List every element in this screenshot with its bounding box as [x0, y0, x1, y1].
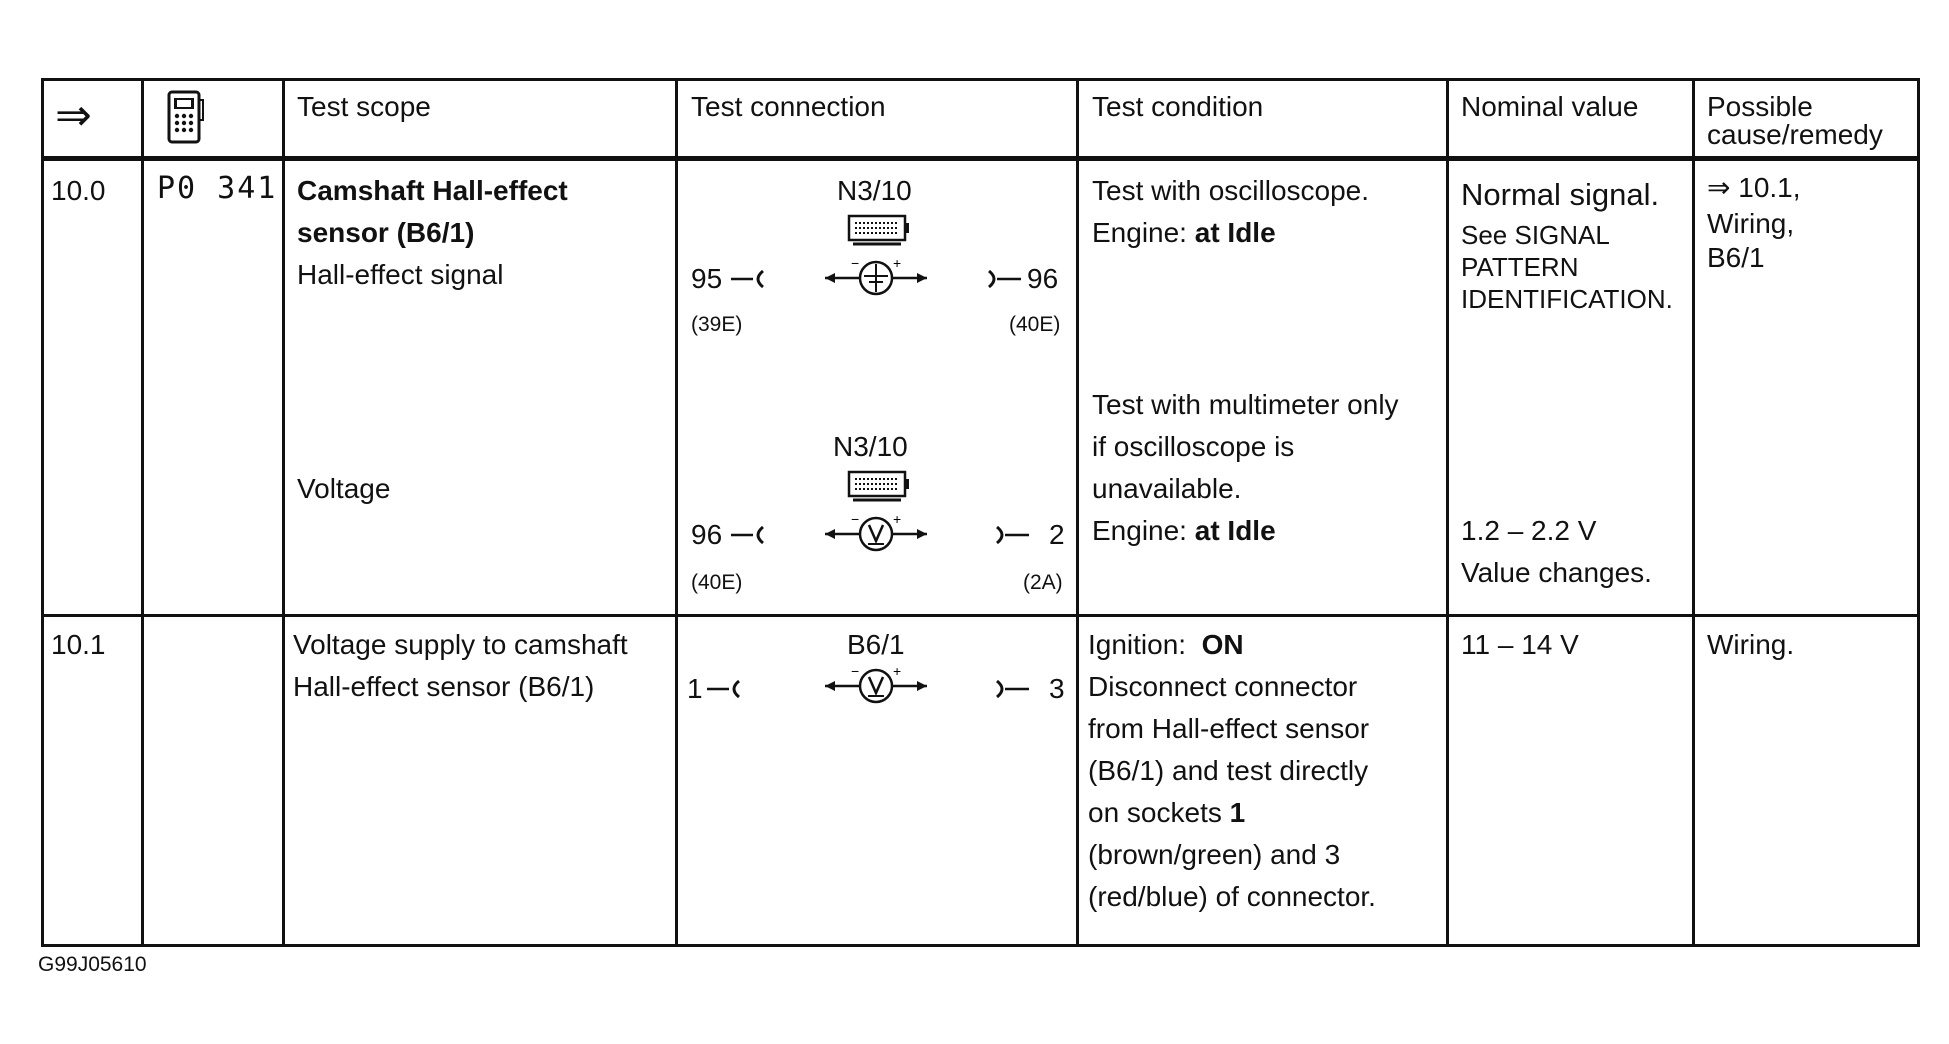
condition-engine-idle — [1092, 212, 1276, 254]
conn-left-pin: 96 — [691, 519, 723, 550]
scope-line2: Hall-effect sensor (B6/1) — [293, 671, 595, 702]
conn-right-pin: 3 — [1049, 673, 1065, 704]
nominal-value-changes: Value changes. — [1461, 557, 1652, 588]
condition-line2: Disconnect connector — [1088, 671, 1358, 702]
cause-goto-step: ⇒ 10.1, — [1707, 172, 1801, 203]
diagnostic-tester-icon — [165, 90, 205, 149]
table-border-bottom — [41, 944, 1920, 947]
voltmeter-icon — [821, 662, 931, 711]
condition-multimeter-line1: Test with multimeter only — [1092, 389, 1399, 420]
scope-line1: Voltage supply to camshaft — [293, 629, 628, 660]
fault-code: P0 341 — [157, 171, 278, 206]
plug-right-icon — [993, 678, 1029, 705]
condition-line3: from Hall-effect sensor — [1088, 713, 1370, 744]
scope-title-line2: sensor (B6/1) — [297, 217, 475, 248]
nominal-pattern: PATTERN — [1461, 252, 1579, 282]
conn-right-pin: 2 — [1049, 519, 1065, 550]
figure-id: G99J05610 — [38, 953, 147, 976]
nominal-identification: IDENTIFICATION. — [1461, 284, 1673, 314]
conn-component-label: B6/1 — [847, 629, 905, 660]
header-possible-cause-line1: Possible — [1707, 91, 1813, 122]
condition-engine-idle — [1092, 510, 1276, 552]
step-number: 10.0 — [51, 175, 106, 206]
plug-right-icon — [993, 524, 1029, 551]
col-divider-6 — [1692, 78, 1695, 947]
conn-left-ref: (39E) — [691, 313, 743, 336]
condition-value: at Idle — [1194, 515, 1276, 546]
svg-text:−: − — [851, 511, 860, 527]
conn-left-ref: (40E) — [691, 571, 743, 594]
conn-right-pin: 96 — [1027, 263, 1059, 294]
nominal-voltage-range: 1.2 – 2.2 V — [1461, 515, 1597, 546]
cause-component: B6/1 — [1707, 242, 1765, 273]
oscilloscope-icon — [821, 254, 931, 303]
plug-left-icon — [731, 524, 767, 551]
header-possible-cause-line2: cause/remedy — [1707, 119, 1883, 150]
condition-label: Engine: — [1092, 217, 1195, 248]
cause-wiring: Wiring, — [1707, 208, 1795, 239]
voltmeter-icon — [821, 510, 931, 559]
nominal-see-signal: See SIGNAL — [1461, 220, 1610, 250]
condition-oscilloscope: Test with oscilloscope. — [1092, 175, 1370, 206]
header-divider — [41, 156, 1920, 161]
nominal-normal-signal: Normal signal. — [1461, 177, 1660, 212]
plug-right-icon — [985, 268, 1021, 295]
cause-wiring: Wiring. — [1707, 629, 1795, 660]
row-divider — [41, 614, 1920, 617]
condition-line5 — [1088, 792, 1245, 834]
conn-right-ref: (2A) — [1023, 571, 1063, 594]
scope-voltage: Voltage — [297, 473, 391, 504]
table-border-top — [41, 78, 1920, 81]
control-module-connector-icon — [847, 470, 909, 511]
condition-line7: (red/blue) of connector. — [1088, 881, 1376, 912]
control-module-connector-icon — [847, 214, 909, 255]
condition-line6: (brown/green) and 3 — [1088, 839, 1341, 870]
nominal-voltage-range: 11 – 14 V — [1461, 629, 1579, 660]
condition-value: ON — [1201, 629, 1244, 660]
col-divider-2 — [282, 78, 285, 947]
condition-multimeter-line3: unavailable. — [1092, 473, 1242, 504]
header-test-scope: Test scope — [297, 91, 431, 122]
header-nominal-value: Nominal value — [1461, 91, 1639, 122]
conn-component-label: N3/10 — [833, 431, 908, 462]
condition-value: 1 — [1229, 797, 1246, 828]
col-divider-1 — [141, 78, 144, 947]
conn-right-ref: (40E) — [1009, 313, 1061, 336]
conn-left-pin: 1 — [687, 673, 703, 704]
svg-text:−: − — [851, 255, 860, 271]
condition-multimeter-line2: if oscilloscope is — [1092, 431, 1295, 462]
svg-text:−: − — [851, 663, 860, 679]
condition-label: on sockets — [1088, 797, 1230, 828]
condition-ignition — [1088, 624, 1244, 666]
header-arrow: ⇒ — [55, 91, 92, 140]
condition-label: Engine: — [1092, 515, 1195, 546]
plug-left-icon — [731, 268, 767, 295]
header-test-condition: Test condition — [1092, 91, 1264, 122]
condition-value: at Idle — [1194, 217, 1276, 248]
condition-label: Ignition: — [1088, 629, 1202, 660]
table-border-left — [41, 78, 44, 947]
table-border-right — [1917, 78, 1920, 947]
col-divider-5 — [1446, 78, 1449, 947]
header-test-connection: Test connection — [691, 91, 886, 122]
scope-hall-signal: Hall-effect signal — [297, 259, 504, 290]
step-number: 10.1 — [51, 629, 106, 660]
test-table — [41, 78, 1920, 947]
scope-title-line1: Camshaft Hall-effect — [297, 175, 568, 206]
svg-text:+: + — [893, 663, 902, 679]
plug-left-icon — [707, 678, 743, 705]
col-divider-3 — [675, 78, 678, 947]
svg-text:+: + — [893, 511, 902, 527]
svg-text:+: + — [893, 255, 902, 271]
conn-left-pin: 95 — [691, 263, 723, 294]
condition-line4: (B6/1) and test directly — [1088, 755, 1369, 786]
col-divider-4 — [1076, 78, 1079, 947]
conn-component-label: N3/10 — [837, 175, 912, 206]
